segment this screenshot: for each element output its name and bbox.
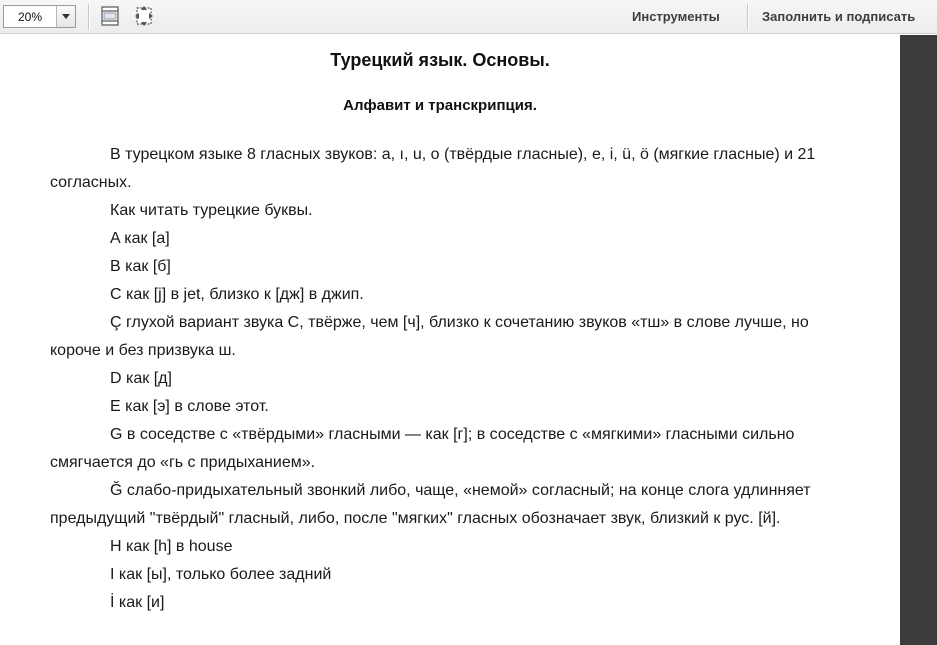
paragraph: H как [h] в house	[110, 538, 233, 555]
paragraph: B как [б]	[110, 258, 171, 275]
paragraph: A как [а]	[110, 230, 170, 247]
toolbar-separator	[747, 4, 748, 30]
paragraph: Ç глухой вариант звука С, твёрже, чем [ч], близко к сочетанию звуков «тш» в слове лучше, но короче и без призвука ш.	[50, 314, 809, 359]
paragraph: D как [д]	[110, 370, 172, 387]
fit-page-icon[interactable]	[99, 5, 121, 27]
document-body	[50, 141, 840, 617]
paragraph: I как [ы], только более задний	[110, 566, 332, 583]
paragraph: Ğ слабо-придыхательный звонкий либо, чаще, «немой» согласный; на конце слога удлинняет предыдущий "твёрдый" гласный, либо, после "мягких" гласных обозначает звук, близкий к рус. [й].	[50, 482, 811, 527]
scrollbar[interactable]	[900, 35, 937, 645]
document-page	[0, 35, 900, 645]
page-subtitle: Алфавит и транскрипция.	[343, 97, 537, 114]
page-title: Турецкий язык. Основы.	[330, 50, 550, 70]
zoom-value[interactable]: 20%	[18, 10, 43, 24]
tools-button[interactable]: Инструменты	[632, 9, 720, 24]
zoom-select[interactable]	[3, 5, 76, 28]
paragraph: İ как [и]	[110, 594, 165, 611]
paragraph: C как [j] в jet, близко к [дж] в джип.	[110, 286, 364, 303]
toolbar	[0, 0, 937, 34]
toolbar-separator	[88, 4, 89, 30]
paragraph: E как [э] в слове этот.	[110, 398, 269, 415]
fit-width-icon[interactable]	[133, 5, 155, 27]
paragraph: Как читать турецкие буквы.	[110, 202, 313, 219]
paragraph: G в соседстве с «твёрдыми» гласными — как [г]; в соседстве с «мягкими» гласными сильно смягчается до «гь с придыханием».	[50, 426, 795, 471]
paragraph: В турецком языке 8 гласных звуков: а, ı, u, o (твёрдые гласные), e, i, ü, ö (мягкие гласные) и 21 согласных.	[50, 146, 816, 191]
fill-and-sign-button[interactable]: Заполнить и подписать	[762, 9, 916, 24]
chevron-down-icon[interactable]	[56, 6, 75, 27]
